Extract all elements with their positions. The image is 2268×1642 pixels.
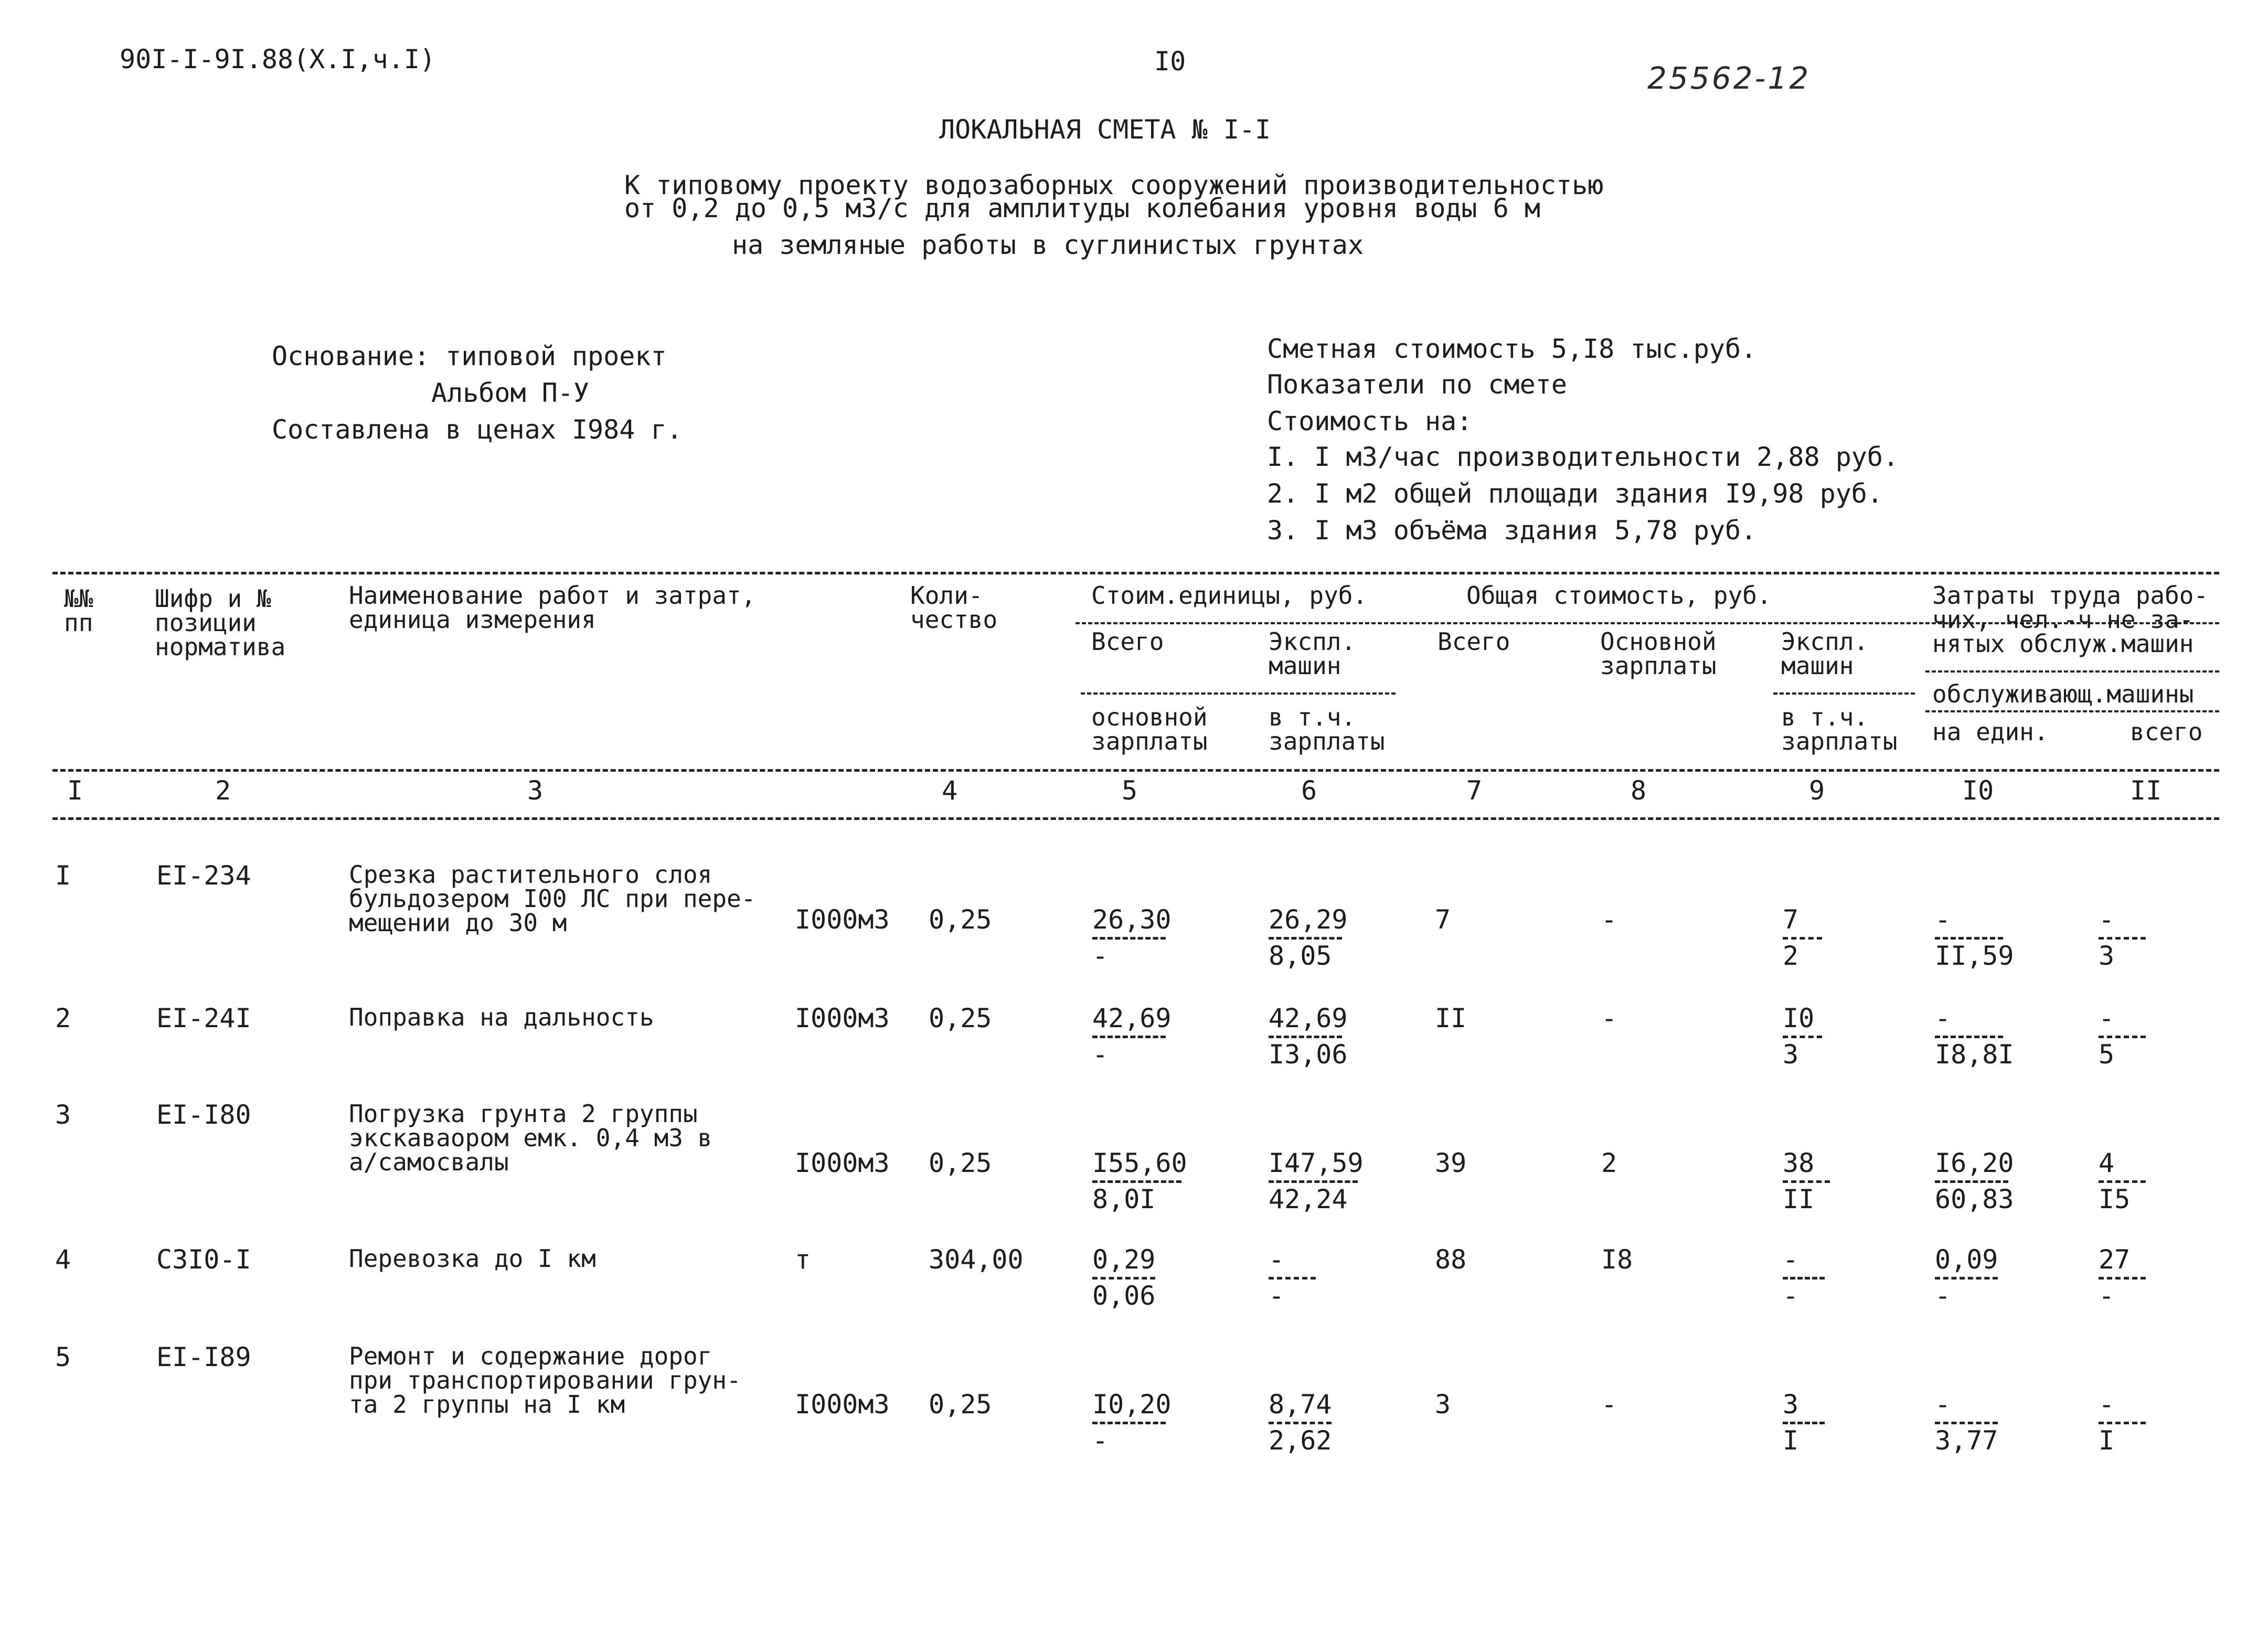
- row5-labor-total: [2099, 1391, 2146, 1454]
- row2-total-base-wage: -: [1601, 1003, 1617, 1033]
- row2-code: EI-24I: [156, 1003, 251, 1033]
- header-labor-group: Затраты труда рабо- чих, чел.-ч не за- нятых обслуж.машин: [1932, 581, 2209, 658]
- row1-labor-per-unit-bottom: II,59: [1935, 941, 2014, 971]
- row1-unit-cost: [1092, 904, 1172, 971]
- row2-unit-machines: [1269, 1003, 1348, 1070]
- row3-total-machines-wage: II: [1783, 1184, 1815, 1214]
- header-unit-machines: Экспл. машин: [1269, 627, 1356, 680]
- row5-labor-total-bottom: I: [2099, 1425, 2115, 1456]
- row3-labor-per-unit: [1935, 1148, 2014, 1214]
- col-number-1: I: [67, 775, 83, 806]
- subtitle-line-3: на земляные работы в суглинистых грунтах: [732, 230, 1364, 260]
- row1-total-machines: [1783, 904, 1822, 971]
- row3-unit: I000м3: [795, 1148, 890, 1178]
- row4-total-machines-value: -: [1783, 1246, 1825, 1280]
- estimate-item-1: I. I м3/час производительности 2,88 руб.: [1267, 442, 1899, 472]
- document-title: ЛОКАЛЬНАЯ СМЕТА № I-I: [939, 114, 1271, 145]
- col-number-3: 3: [527, 775, 544, 806]
- row1-number: I: [55, 860, 71, 891]
- row5-labor-per-unit-bottom: 3,77: [1935, 1425, 1998, 1456]
- row1-unit-machines-wage: 8,05: [1269, 941, 1332, 971]
- row4-labor-total: [2099, 1246, 2146, 1309]
- row5-unit: I000м3: [795, 1389, 890, 1420]
- row2-unit-machines-value: 42,69: [1269, 1005, 1342, 1038]
- header-total-machines: Экспл. машин: [1781, 627, 1869, 680]
- header-group-total-cost: Общая стоимость, руб.: [1466, 581, 1772, 610]
- row3-unit-total: I55,60: [1092, 1150, 1181, 1183]
- row2-labor-total-top: -: [2099, 1005, 2146, 1038]
- row3-name: Погрузка грунта 2 группы экскаваором емк. 0,4 м3 в а/самосвалы: [349, 1100, 712, 1176]
- row3-number: 3: [55, 1100, 71, 1130]
- row2-unit-base-wage: -: [1092, 1039, 1109, 1070]
- row1-quantity: 0,25: [929, 904, 992, 935]
- row4-labor-per-unit: [1935, 1246, 1998, 1309]
- row4-number: 4: [55, 1244, 71, 1275]
- basis-line-2: Альбом П-У: [431, 378, 590, 408]
- row4-unit-machines-value: -: [1269, 1246, 1316, 1280]
- page-number: I0: [1154, 46, 1186, 77]
- header-col-code: Шифр и № позиции норматива: [155, 584, 286, 661]
- row4-labor-total-top: 27: [2099, 1246, 2146, 1280]
- row3-unit-base-wage: 8,0I: [1092, 1184, 1156, 1214]
- header-bottom-rule: [52, 769, 2219, 772]
- row3-labor-total: [2099, 1150, 2146, 1212]
- row1-unit-machines: [1269, 904, 1348, 971]
- row1-unit-machines-value: 26,29: [1269, 907, 1342, 940]
- col-number-9: 9: [1809, 775, 1825, 806]
- row1-code: EI-234: [156, 860, 251, 891]
- header-col-quantity: Коли- чество: [910, 581, 998, 634]
- header-labor-total: всего: [2130, 718, 2203, 746]
- col-number-5: 5: [1122, 775, 1138, 806]
- row4-code: С3I0-I: [156, 1244, 251, 1275]
- col-number-11: II: [2130, 775, 2162, 806]
- row5-total-machines: [1783, 1391, 1825, 1454]
- handwritten-stamp-number: 25562-12: [1647, 60, 1811, 96]
- row2-labor-per-unit-top: -: [1935, 1005, 2003, 1038]
- row4-total-machines-wage: -: [1783, 1281, 1799, 1311]
- basis-line-1: Основание: типовой проект: [272, 341, 667, 371]
- row3-unit-machines: [1269, 1148, 1364, 1214]
- table-top-rule: [52, 572, 2219, 574]
- row1-total: 7: [1435, 904, 1451, 935]
- row5-unit-machines: [1269, 1391, 1332, 1454]
- col-number-2: 2: [215, 775, 231, 806]
- row1-labor-total: [2099, 904, 2146, 971]
- row5-labor-total-top: -: [2099, 1391, 2146, 1424]
- col-number-6: 6: [1301, 775, 1317, 806]
- col-number-7: 7: [1466, 775, 1483, 806]
- row5-unit-machines-value: 8,74: [1269, 1391, 1332, 1424]
- row4-labor-per-unit-top: 0,09: [1935, 1246, 1998, 1280]
- row2-quantity: 0,25: [929, 1003, 992, 1033]
- row3-total-base-wage: 2: [1601, 1148, 1617, 1178]
- row1-labor-per-unit: [1935, 904, 2014, 971]
- row2-labor-total-bottom: 5: [2099, 1039, 2115, 1070]
- row2-unit-machines-wage: I3,06: [1269, 1039, 1348, 1070]
- row5-total-base-wage: -: [1601, 1389, 1617, 1420]
- row3-total-machines-value: 38: [1783, 1150, 1830, 1183]
- row5-name: Ремонт и содержание дорог при транспортировании грун- та 2 группы на I км: [349, 1342, 741, 1419]
- row1-labor-total-top: -: [2099, 907, 2146, 940]
- row3-quantity: 0,25: [929, 1148, 992, 1178]
- header-unit-incl-wage: в т.ч. зарплаты: [1269, 703, 1385, 755]
- col-number-8: 8: [1631, 775, 1647, 806]
- row3-labor-total-top: 4: [2099, 1150, 2146, 1183]
- row4-unit-base-wage: 0,06: [1092, 1281, 1156, 1311]
- row4-labor-per-unit-bottom: -: [1935, 1281, 1951, 1311]
- row1-unit-base-wage: -: [1092, 941, 1109, 971]
- row4-unit-machines-wage: -: [1269, 1281, 1285, 1311]
- header-labor-per-unit: на един.: [1932, 718, 2049, 746]
- subtitle-line-1: К типовому проекту водозаборных сооружений производительностью: [624, 170, 1604, 200]
- col-number-4: 4: [942, 775, 958, 806]
- header-labor-service: обслуживающ.машины: [1932, 680, 2194, 708]
- row2-name: Поправка на дальность: [349, 1003, 654, 1031]
- row5-unit-cost: [1092, 1389, 1172, 1456]
- row4-unit-total: 0,29: [1092, 1246, 1155, 1280]
- row1-labor-total-bottom: 3: [2099, 941, 2115, 971]
- header-unit-total: Всего: [1091, 627, 1164, 656]
- row2-labor-per-unit-bottom: I8,8I: [1935, 1039, 2014, 1070]
- row5-unit-machines-wage: 2,62: [1269, 1425, 1332, 1456]
- header-total-all: Всего: [1438, 627, 1510, 656]
- header-labor-sub-rule-2: [1925, 710, 2219, 712]
- header-machines-sub-rule: [1773, 692, 1915, 695]
- row2-labor-per-unit: [1935, 1003, 2014, 1070]
- row2-total: II: [1435, 1003, 1467, 1033]
- row1-name: Срезка растительного слоя бульдозером I00 ЛС при пере- мещении до 30 м: [349, 860, 756, 937]
- row3-labor-per-unit-bottom: 60,83: [1935, 1184, 2014, 1214]
- row4-name: Перевозка до I км: [349, 1244, 596, 1273]
- subtitle-line-2: от 0,2 до 0,5 м3/с для амплитуды колебания уровня воды 6 м: [624, 193, 1540, 223]
- col-number-10: I0: [1962, 775, 1994, 806]
- estimate-item-3: 3. I м3 объёма здания 5,78 руб.: [1267, 515, 1757, 546]
- basis-line-3: Составлена в ценах I984 г.: [272, 414, 683, 445]
- row5-total-machines-wage: I: [1783, 1425, 1799, 1456]
- row4-quantity: 304,00: [929, 1244, 1024, 1275]
- header-unit-base-wage: основной зарплаты: [1091, 703, 1208, 755]
- header-col-name: Наименование работ и затрат, единица измерения: [349, 581, 756, 634]
- row1-total-machines-value: 7: [1783, 907, 1822, 940]
- row1-labor-per-unit-top: -: [1935, 907, 2003, 940]
- header-total-base-wage: Основной зарплаты: [1600, 627, 1717, 680]
- header-group-unit-cost: Стоим.единицы, руб.: [1091, 581, 1368, 610]
- header-col-number: №№ пп: [64, 584, 93, 637]
- header-labor-sub-rule: [1925, 670, 2219, 673]
- estimate-cost: Сметная стоимость 5,I8 тыс.руб.: [1267, 334, 1757, 364]
- row5-unit-base-wage: -: [1092, 1425, 1109, 1456]
- row1-unit: I000м3: [795, 904, 890, 935]
- row5-quantity: 0,25: [929, 1389, 992, 1420]
- row2-labor-total: [2099, 1005, 2146, 1068]
- row3-labor-total-bottom: I5: [2099, 1184, 2131, 1214]
- row3-code: EI-I80: [156, 1100, 251, 1130]
- row5-code: EI-I89: [156, 1342, 251, 1372]
- row3-labor-per-unit-top: I6,20: [1935, 1150, 2008, 1183]
- row1-total-base-wage: -: [1601, 904, 1617, 935]
- row2-total-machines-value: I0: [1783, 1005, 1822, 1038]
- row3-unit-machines-value: I47,59: [1269, 1150, 1358, 1183]
- row2-unit-total: 42,69: [1092, 1005, 1166, 1038]
- row2-total-machines-wage: 3: [1783, 1039, 1799, 1070]
- header-unit-sub-rule: [1081, 692, 1396, 695]
- row2-total-machines: [1783, 1005, 1822, 1068]
- row5-total-machines-value: 3: [1783, 1391, 1825, 1424]
- row3-unit-cost: [1092, 1148, 1187, 1214]
- row4-total: 88: [1435, 1244, 1467, 1275]
- row5-labor-per-unit-top: -: [1935, 1391, 1998, 1424]
- row4-unit-cost: [1092, 1246, 1155, 1309]
- row4-total-machines: [1783, 1246, 1825, 1309]
- row4-total-base-wage: I8: [1601, 1244, 1633, 1275]
- row1-total-machines-wage: 2: [1783, 941, 1799, 971]
- row3-total: 39: [1435, 1148, 1467, 1178]
- estimate-indicators: Показатели по смете: [1267, 369, 1567, 400]
- estimate-cost-on: Стоимость на:: [1267, 406, 1473, 436]
- row2-unit-cost: [1092, 1003, 1172, 1070]
- row5-unit-total: I0,20: [1092, 1391, 1166, 1424]
- row3-unit-machines-wage: 42,24: [1269, 1184, 1348, 1214]
- row5-labor-per-unit: [1935, 1391, 1998, 1454]
- row3-total-machines: [1783, 1150, 1830, 1212]
- row5-number: 5: [55, 1342, 71, 1372]
- header-total-incl-wage: в т.ч. зарплаты: [1781, 703, 1898, 755]
- row4-labor-total-bottom: -: [2099, 1281, 2115, 1311]
- row4-unit: т: [795, 1244, 811, 1275]
- row4-unit-machines: [1269, 1246, 1316, 1309]
- column-numbers-bottom-rule: [52, 817, 2219, 820]
- row2-number: 2: [55, 1003, 71, 1033]
- row2-unit: I000м3: [795, 1003, 890, 1033]
- row1-unit-total: 26,30: [1092, 907, 1166, 940]
- document-code: 90I-I-9I.88(X.I,ч.I): [120, 44, 436, 74]
- estimate-item-2: 2. I м2 общей площади здания I9,98 руб.: [1267, 478, 1883, 509]
- row5-total: 3: [1435, 1389, 1451, 1420]
